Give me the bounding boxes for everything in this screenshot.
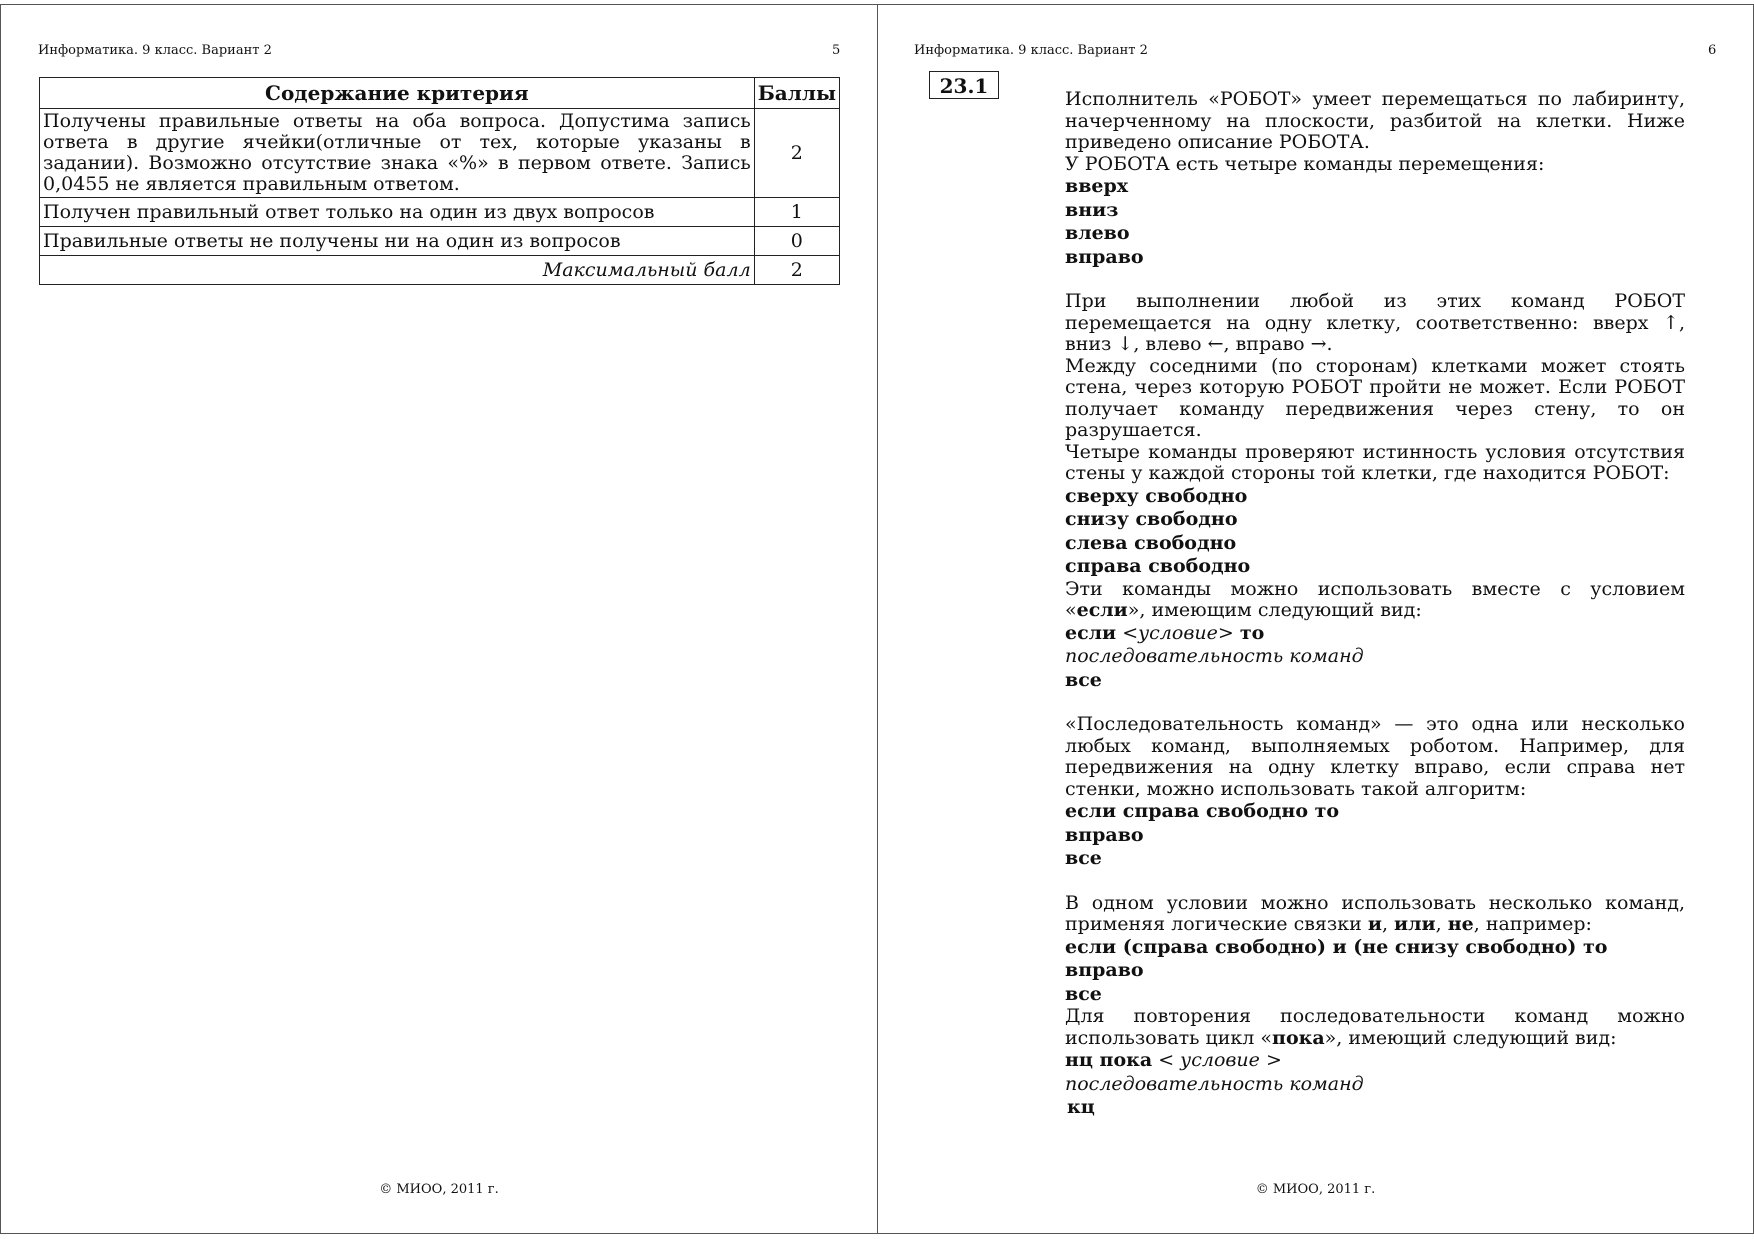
paragraph: Исполнитель «РОБОТ» умеет перемещаться по лабиринту, начерченному на плоскости, разбитой на клетки. Ниже приведено описание РОБОТА. bbox=[1065, 88, 1685, 153]
page-header: Информатика. 9 класс. Вариант 2 bbox=[914, 43, 1148, 58]
condition-command: справа свободно bbox=[1065, 555, 1251, 577]
condition-command: снизу свободно bbox=[1065, 508, 1238, 530]
loop-end-keyword: кц bbox=[1067, 1096, 1095, 1118]
criteria-table bbox=[39, 77, 840, 285]
paragraph: Эти команды можно использовать вместе с условием «если», имеющим следующий вид: bbox=[1065, 577, 1685, 621]
code-line: вправо bbox=[1065, 823, 1144, 846]
page-header: Информатика. 9 класс. Вариант 2 bbox=[38, 43, 272, 58]
loop-syntax-line: нц пока < условие > bbox=[1065, 1049, 1282, 1071]
table-max-row bbox=[40, 256, 840, 285]
criteria-text: Получен правильный ответ только на один из двух вопросов bbox=[40, 198, 755, 227]
paragraph: У РОБОТА есть четыре команды перемещения: bbox=[1065, 152, 1545, 175]
table-header-row bbox=[40, 78, 840, 109]
criteria-text: Правильные ответы не получены ни на один из вопросов bbox=[40, 227, 755, 256]
paragraph: «Последовательность команд» — это одна или несколько любых команд, выполняемых роботом. Например, для передвижения на одну клетку вправо, если справа нет стенки, можно использовать такой алгоритм: bbox=[1065, 713, 1685, 800]
table-row bbox=[40, 109, 840, 198]
if-syntax-line: если <условие> то bbox=[1065, 621, 1265, 644]
criteria-points: 1 bbox=[754, 198, 839, 227]
task-number-badge: 23.1 bbox=[929, 71, 999, 99]
page-footer: © МИОО, 2011 г. bbox=[1255, 1182, 1376, 1197]
code-line: вправо bbox=[1065, 959, 1144, 981]
criteria-points: 2 bbox=[754, 109, 839, 198]
condition-command: сверху свободно bbox=[1065, 484, 1248, 507]
sequence-placeholder: последовательность команд bbox=[1065, 645, 1364, 667]
move-command: вправо bbox=[1065, 245, 1144, 268]
code-line: все bbox=[1065, 847, 1102, 869]
task-body bbox=[1065, 89, 1685, 1120]
code-line: если (справа свободно) и (не снизу свободно) то bbox=[1065, 935, 1608, 958]
page-number: 6 bbox=[1708, 43, 1717, 58]
move-command: влево bbox=[1065, 222, 1130, 244]
condition-command: слева свободно bbox=[1065, 531, 1237, 554]
criteria-column-header: Содержание критерия bbox=[40, 78, 755, 109]
code-line: все bbox=[1065, 982, 1102, 1005]
paragraph: При выполнении любой из этих команд РОБОТ перемещается на одну клетку, соответственно: вверх ↑, вниз ↓, влево ←, вправо →. bbox=[1065, 290, 1685, 355]
criteria-text: Получены правильные ответы на оба вопроса. Допустима запись ответа в другие ячейки(отличные от тех, которые указаны в задании). Возможно отсутствие знака «%» в первом ответе. Запись 0,0455 не является правильным ответом. bbox=[40, 109, 755, 198]
paragraph: Между соседними (по сторонам) клетками может стоять стена, через которую РОБОТ пройти не может. Если РОБОТ получает команду передвижения через стену, то он разрушается. bbox=[1065, 354, 1685, 441]
criteria-points: 0 bbox=[754, 227, 839, 256]
max-score-label: Максимальный балл bbox=[40, 256, 755, 285]
paragraph: Четыре команды проверяют истинность условия отсутствия стены у каждой стороны той клетки, где находится РОБОТ: bbox=[1065, 440, 1685, 484]
paragraph: В одном условии можно использовать несколько команд, применяя логические связки и, или, не, например: bbox=[1065, 891, 1685, 935]
table-row bbox=[40, 227, 840, 256]
move-command: вверх bbox=[1065, 175, 1129, 197]
left-page bbox=[0, 4, 878, 1234]
right-page bbox=[877, 4, 1754, 1234]
move-command: вниз bbox=[1065, 198, 1119, 221]
sequence-placeholder: последовательность команд bbox=[1065, 1072, 1364, 1095]
table-row bbox=[40, 198, 840, 227]
code-line: если справа свободно то bbox=[1065, 800, 1340, 822]
page-number: 5 bbox=[832, 43, 841, 58]
end-keyword: все bbox=[1065, 668, 1102, 691]
paragraph: Для повторения последовательности команд можно использовать цикл «пока», имеющий следующий вид: bbox=[1065, 1005, 1685, 1049]
max-score-value: 2 bbox=[754, 256, 839, 285]
points-column-header: Баллы bbox=[754, 78, 839, 109]
page-footer: © МИОО, 2011 г. bbox=[379, 1182, 499, 1197]
